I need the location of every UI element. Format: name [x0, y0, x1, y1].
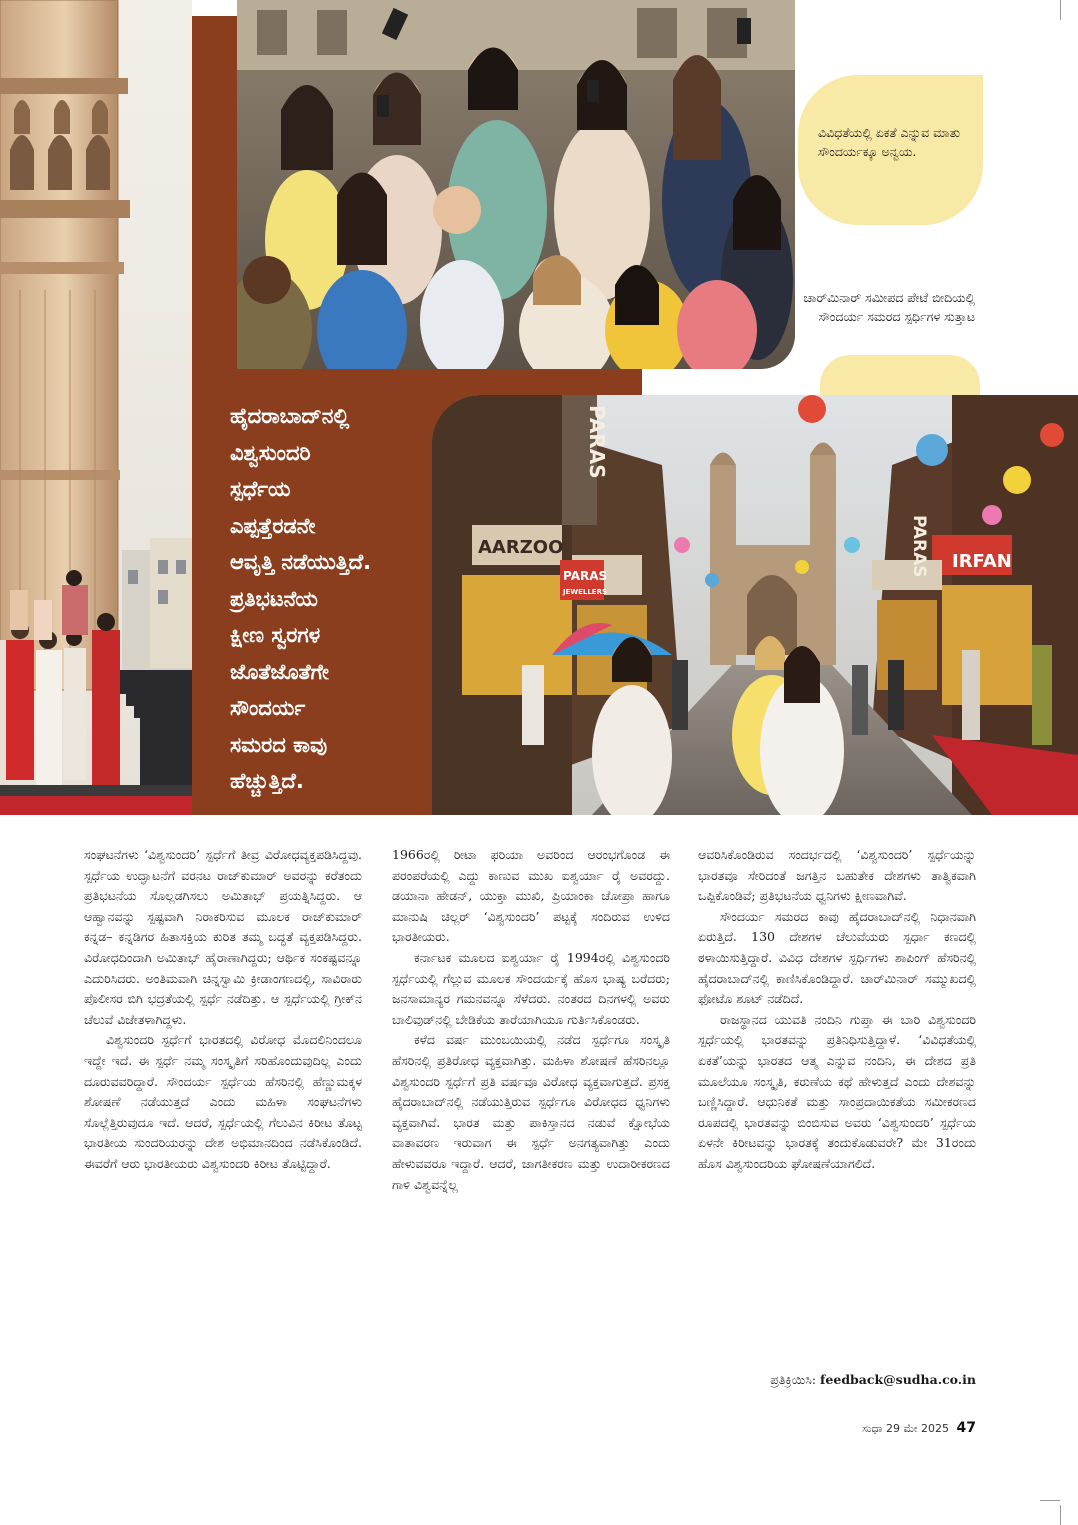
photo-caption-charminar-street: ಚಾರ್‌ಮಿನಾರ್ ಸಮೀಪದ ಪೇಟೆ ಬೀದಿಯಲ್ಲಿ ಸೌಂದರ್ಯ ಸಮರದ ಸ್ಪರ್ಧಿಗಳ ಸುತ್ತಾಟ [803, 290, 975, 324]
page-number: 47 [956, 1420, 976, 1436]
article-paragraph: ವಿಶ್ವಸುಂದರಿ ಸ್ಪರ್ಧೆಗೆ ಭಾರತದಲ್ಲಿ ವಿರೋಧ ಮೊದಲಿನಿಂದಲೂ ಇದ್ದೇ ಇದೆ. ಈ ಸ್ಪರ್ಧೆ ನಮ್ಮ ಸಂಸ್ಕೃತಿಗೆ ಸರಿಹೊಂದುವುದಿಲ್ಲ ಎಂದು ದೂರುವವರಿದ್ದಾರೆ. ಸೌಂದರ್ಯ ಸ್ಪರ್ಧೆಯ ಹೆಸರಿನಲ್ಲಿ ಹೆಣ್ಣುಮಕ್ಕಳ ಶೋಷಣೆ ನಡೆಯುತ್ತದೆ ಎಂದು ಮಹಿಳಾ ಸಂಘಟನೆಗಳು ಸೊಲ್ಲೆತ್ತಿರುವುದೂ ಇದೆ. ಆದರೆ, ಸ್ಪರ್ಧೆಯಲ್ಲಿ ಗೆಲುವಿನ ಕಿರೀಟ ತೊಟ್ಟ ಭಾರತೀಯ ಸುಂದರಿಯರನ್ನು ದೇಶ ಅಭಿಮಾನದಿಂದ ನಡೆಸಿಕೊಂಡಿದೆ. ಈವರೆಗೆ ಆರು ಭಾರತೀಯರು ವಿಶ್ವಸುಂದರಿ ಕಿರೀಟ ತೊಟ್ಟಿದ್ದಾರೆ. [84, 1032, 362, 1171]
feedback-label: ಪ್ರತಿಕ್ರಿಯಿಸಿ: [770, 1372, 817, 1387]
photo-caption-unity-in-diversity: ವಿವಿಧತೆಯಲ್ಲಿ ಏಕತೆ ಎನ್ನುವ ಮಾತು ಸೌಂದರ್ಯಕ್ಕೂ ಅನ್ವಯ. [818, 125, 961, 159]
article-paragraph: ರಾಜಸ್ಥಾನದ ಯುವತಿ ನಂದಿನಿ ಗುಪ್ತಾ ಈ ಬಾರಿ ವಿಶ್ವಸುಂದರಿ ಸ್ಪರ್ಧೆಯಲ್ಲಿ ಭಾರತವನ್ನು ಪ್ರತಿನಿಧಿಸುತ್ತಿದ್ದಾಳೆ. ‘ವಿವಿಧತೆಯಲ್ಲಿ ಏಕತೆ’ಯನ್ನು ಭಾರತದ ಆತ್ಮ ಎನ್ನುವ ನಂದಿನಿ, ಈ ದೇಶದ ಪ್ರತಿ ಮೂಲೆಯೂ ಸಂಸ್ಕೃತಿ, ಕರುಣೆಯ ಕಥೆ ಹೇಳುತ್ತದೆ ಎಂದು ದೇಶವನ್ನು ಬಣ್ಣಿಸಿದ್ದಾರೆ. ಆಧುನಿಕತೆ ಮತ್ತು ಸಾಂಪ್ರದಾಯಿಕತೆಯ ಸಮೀಕರಣದ ರೂಪದಲ್ಲಿ ಭಾರತವನ್ನು ಬಿಂಬಿಸುವ ಅವರು ‘ವಿಶ್ವಸುಂದರಿ’ ಸ್ಪರ್ಧೆಯ ಏಳನೇ ಕಿರೀಟವನ್ನು ಭಾರತಕ್ಕೆ ತಂದುಕೊಡುವರೇ? ಮೇ 31ರಂದು ಹೊಸ ವಿಶ್ವಸುಂದರಿಯ ಘೋಷಣೆಯಾಗಲಿದೆ. [698, 1011, 976, 1171]
article-paragraph: ಕರ್ನಾಟಕ ಮೂಲದ ಐಶ್ವರ್ಯಾ ರೈ 1994ರಲ್ಲಿ ವಿಶ್ವಸುಂದರಿ ಸ್ಪರ್ಧೆಯಲ್ಲಿ ಗೆಲ್ಲುವ ಮೂಲಕ ಸೌಂದರ್ಯಕ್ಕೆ ಹೊಸ ಭಾಷ್ಯ ಬರೆದರು; ಜನಸಾಮಾನ್ಯರ ಗಮನವನ್ನೂ ಸೆಳೆದರು. ನಂತರದ ದಿನಗಳಲ್ಲಿ ಅವರು ಬಾಲಿವುಡ್‌ನಲ್ಲಿ ಬೇಡಿಕೆಯ ತಾರೆಯಾಗಿಯೂ ಗುರ್ತಿಸಿಕೊಂಡರು. [392, 949, 670, 1027]
issue-date: 29 ಮೇ 2025 [885, 1422, 950, 1435]
page-folio [862, 1420, 976, 1436]
shop-sign-irfan: IRFAN [952, 551, 1012, 572]
crop-mark [1060, 1505, 1061, 1525]
article-column-2 [392, 845, 670, 1195]
contestants-selfie-photo [237, 0, 795, 369]
charminar-bazaar-photo [432, 395, 1078, 815]
shop-sign-jewellers: JEWELLERS [563, 588, 608, 596]
pull-quote: ಹೈದರಾಬಾದ್‌ನಲ್ಲಿ ವಿಶ್ವಸುಂದರಿ ಸ್ಪರ್ಧೆಯ ಎಪ್ಪತ್ತೆರಡನೇ ಆವೃತ್ತಿ ನಡೆಯುತ್ತಿದೆ. ಪ್ರತಿಭಟನೆಯ ಕ್ಷೀಣ ಸ್ವರಗಳ ಜೊತೆಜೊತೆಗೇ ಸೌಂದರ್ಯ ಸಮರದ ಕಾವು ಹೆಚ್ಚುತ್ತಿದೆ. [230, 404, 372, 793]
article-paragraph: ಸಂಘಟನೆಗಳು ‘ವಿಶ್ವಸುಂದರಿ’ ಸ್ಪರ್ಧೆಗೆ ತೀವ್ರ ವಿರೋಧವ್ಯಕ್ತಪಡಿಸಿದ್ದವು. ಸ್ಪರ್ಧೆಯ ಉದ್ಘಾಟನೆಗೆ ವರನಟ ರಾಜ್‌ಕುಮಾರ್ ಅವರನ್ನು ಕರೆತಂದು ಪ್ರತಿಭಟನೆಯ ಸೊಲ್ಲಡಗಿಸಲು ಅಮಿತಾಭ್ ಪ್ರಯತ್ನಿಸಿದ್ದರು. ಆ ಆಹ್ವಾನವನ್ನು ಸ್ಪಷ್ಟವಾಗಿ ನಿರಾಕರಿಸುವ ಮೂಲಕ ರಾಜ್‌ಕುಮಾರ್ ಕನ್ನಡ– ಕನ್ನಡಿಗರ ಹಿತಾಸಕ್ತಿಯ ಕುರಿತ ತಮ್ಮ ಬದ್ಧತೆ ವ್ಯಕ್ತಪಡಿಸಿದ್ದರು. ವಿರೋಧದಿಂದಾಗಿ ಅಮಿತಾಭ್ ಹೈರಾಣಾಗಿದ್ದರು; ಆರ್ಥಿಕ ಸಂಕಷ್ಟವನ್ನೂ ಎದುರಿಸಿದರು. ಅಂತಿಮವಾಗಿ ಚಿನ್ನಸ್ವಾಮಿ ಕ್ರೀಡಾಂಗಣದಲ್ಲಿ, ಸಾವಿರಾರು ಪೊಲೀಸರ ಬಿಗಿ ಭದ್ರತೆಯಲ್ಲಿ ಸ್ಪರ್ಧೆ ನಡೆದಿತ್ತು. ಆ ಸ್ಪರ್ಧೆಯಲ್ಲಿ ಗ್ರೀಕ್‌ನ ಚೆಲುವೆ ವಿಜೇತಳಾಗಿದ್ದಳು. [84, 847, 362, 1027]
article-paragraph: ಆವರಿಸಿಕೊಂಡಿರುವ ಸಂದರ್ಭದಲ್ಲಿ ‘ವಿಶ್ವಸುಂದರಿ’ ಸ್ಪರ್ಧೆಯನ್ನು ಭಾರತವೂ ಸೇರಿದಂತೆ ಜಗತ್ತಿನ ಬಹುತೇಕ ದೇಶಗಳು ತಾತ್ವಿಕವಾಗಿ ಒಪ್ಪಿಕೊಂಡಿವೆ; ಪ್ರತಿಭಟನೆಯ ಧ್ವನಿಗಳು ಕ್ಷೀಣವಾಗಿವೆ. [698, 847, 976, 904]
shop-sign-aarzoo: AARZOO [478, 537, 564, 558]
shop-sign-paras-1: PARAS [585, 405, 609, 479]
article-paragraph: ಸೌಂದರ್ಯ ಸಮರದ ಕಾವು ಹೈದರಾಬಾದ್‌ನಲ್ಲಿ ನಿಧಾನವಾಗಿ ಏರುತ್ತಿದೆ. 130 ದೇಶಗಳ ಚೆಲುವೆಯರು ಸ್ಪರ್ಧಾ ಕಣದಲ್ಲಿ ಠಳಾಯಿಸುತ್ತಿದ್ದಾರೆ. ವಿವಿಧ ದೇಶಗಳ ಸ್ಪರ್ಧಿಗಳು ಶಾಪಿಂಗ್ ಹೆಸರಿನಲ್ಲಿ ಹೈದರಾಬಾದ್‌ನಲ್ಲಿ ಕಾಣಿಸಿಕೊಂಡಿದ್ದಾರೆ. ಚಾರ್‌ಮಿನಾರ್ ಸಮ್ಮುಖದಲ್ಲಿ ಫೋಟೊ ಶೂಟ್ ನಡೆದಿದೆ. [698, 908, 976, 1007]
charminar-tower-photo [0, 0, 192, 815]
article-column-1 [84, 845, 362, 1175]
crop-mark [1060, 0, 1061, 20]
article-paragraph: 1966ರಲ್ಲಿ ರೀಟಾ ಫರಿಯಾ ಅವರಿಂದ ಆರಂಭಗೊಂಡ ಈ ಪರಂಪರೆಯಲ್ಲಿ ಎದ್ದು ಕಾಣುವ ಮುಖ ಐಶ್ವರ್ಯಾ ರೈ ಅವರದ್ದು. ಡಯಾನಾ ಹೇಡನ್, ಯುಕ್ತಾ ಮುಖಿ, ಪ್ರಿಯಾಂಕಾ ಚೋಪ್ರಾ ಹಾಗೂ ಮಾನುಷಿ ಚಿಲ್ಲರ್ ‘ವಿಶ್ವಸುಂದರಿ’ ಪಟ್ಟಕ್ಕೆ ಸಂದಿರುವ ಉಳಿದ ಭಾರತೀಯರು. [392, 847, 670, 945]
red-carpet-strip [0, 796, 192, 815]
shop-sign-paras-3: PARAS [909, 515, 929, 578]
magazine-name: ಸುಧಾ [862, 1422, 883, 1435]
caption-bubble-bottom [820, 355, 980, 400]
article-column-3 [698, 845, 976, 1175]
crop-mark [1040, 1500, 1060, 1501]
feedback-line [698, 1372, 976, 1388]
article-paragraph: ಕಳೆದ ವರ್ಷ ಮುಂಬಯಿಯಲ್ಲಿ ನಡೆದ ಸ್ಪರ್ಧೆಗೂ ಸಂಸ್ಕೃತಿ ಹೆಸರಿನಲ್ಲಿ ಪ್ರತಿರೋಧ ವ್ಯಕ್ತವಾಗಿತ್ತು. ಮಹಿಳಾ ಶೋಷಣೆ ಹೆಸರಿನಲ್ಲೂ ವಿಶ್ವಸುಂದರಿ ಸ್ಪರ್ಧೆಗೆ ಪ್ರತಿ ವರ್ಷವೂ ವಿರೋಧ ವ್ಯಕ್ತವಾಗುತ್ತದೆ. ಪ್ರಸಕ್ತ ಹೈದರಾಬಾದ್‌ನಲ್ಲಿ ನಡೆಯುತ್ತಿರುವ ಸ್ಪರ್ಧೆಗೂ ವಿರೋಧದ ಧ್ವನಿಗಳು ವ್ಯಕ್ತವಾಗಿವೆ. ಭಾರತ ಮತ್ತು ಪಾಕಿಸ್ತಾನದ ನಡುವೆ ಕ್ಷೋಭೆಯ ವಾತಾವರಣ ಇರುವಾಗ ಈ ಸ್ಪರ್ಧೆ ಅನಗತ್ಯವಾಗಿತ್ತು ಎಂದು ಹೇಳುವವರೂ ಇದ್ದಾರೆ. ಆದರೆ, ಜಾಗತೀಕರಣ ಮತ್ತು ಉದಾರೀಕರಣದ ಗಾಳಿ ವಿಶ್ವವನ್ನೆಲ್ಲ [392, 1032, 670, 1192]
shop-sign-paras-2: PARAS [563, 569, 608, 583]
feedback-email[interactable]: feedback@sudha.co.in [820, 1372, 976, 1387]
